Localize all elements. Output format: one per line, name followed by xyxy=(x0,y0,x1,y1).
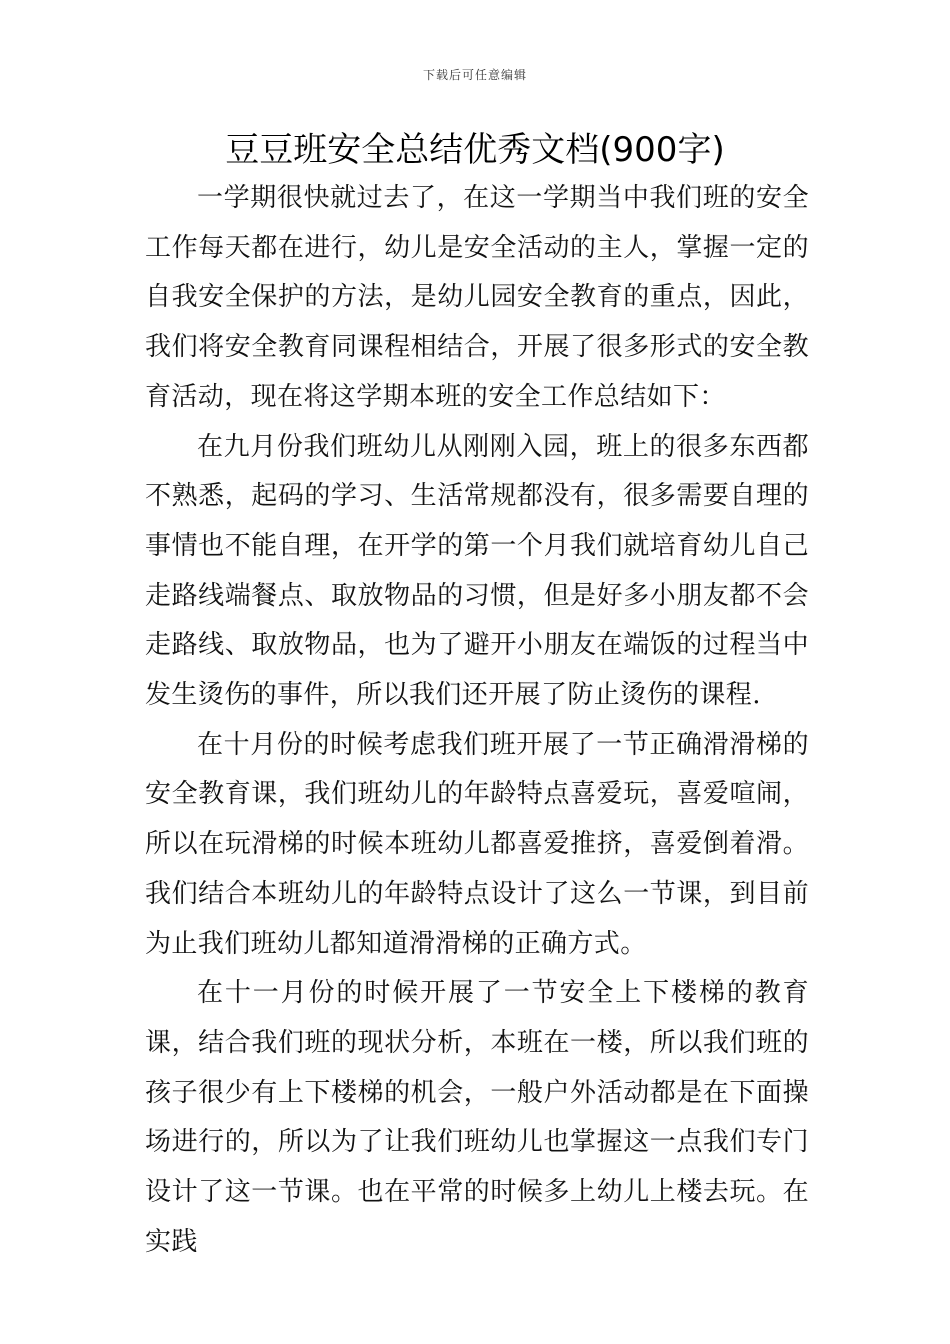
paragraph-september: 在九月份我们班幼儿从刚刚入园，班上的很多东西都不熟悉，起码的学习、生活常规都没有，很多需要自理的事情也不能自理，在开学的第一个月我们就培育幼儿自己走路线端餐点、取放物品的习惯，但是好多小朋友都不会走路线、取放物品，也为了避开小朋友在端饭的过程当中发生烫伤的事件，所以我们还开展了防止烫伤的课程. xyxy=(145,431,809,711)
paragraph-october: 在十月份的时候考虑我们班开展了一节正确滑滑梯的安全教育课，我们班幼儿的年龄特点喜爱玩，喜爱喧闹，所以在玩滑梯的时候本班幼儿都喜爱推挤，喜爱倒着滑。我们结合本班幼儿的年龄特点设计了这么一节课，到目前为止我们班幼儿都知道滑滑梯的正确方式。 xyxy=(145,729,809,959)
header-note: 下载后可任意编辑 xyxy=(422,68,527,82)
document-title: 豆豆班安全总结优秀文档(900字) xyxy=(225,130,725,170)
paragraph-intro: 一学期很快就过去了，在这一学期当中我们班的安全工作每天都在进行，幼儿是安全活动的主人，掌握一定的自我安全保护的方法，是幼儿园安全教育的重点，因此，我们将安全教育同课程相结合，开展了很多形式的安全教育活动，现在将这学期本班的安全工作总结如下： xyxy=(145,183,809,412)
paragraph-november: 在十一月份的时候开展了一节安全上下楼梯的教育课，结合我们班的现状分析，本班在一楼，所以我们班的孩子很少有上下楼梯的机会，一般户外活动都是在下面操场进行的，所以为了让我们班幼儿也掌握这一点我们专门设计了这一节课。也在平常的时候多上幼儿上楼去玩。在实践 xyxy=(145,978,809,1257)
document-body xyxy=(145,174,809,1267)
